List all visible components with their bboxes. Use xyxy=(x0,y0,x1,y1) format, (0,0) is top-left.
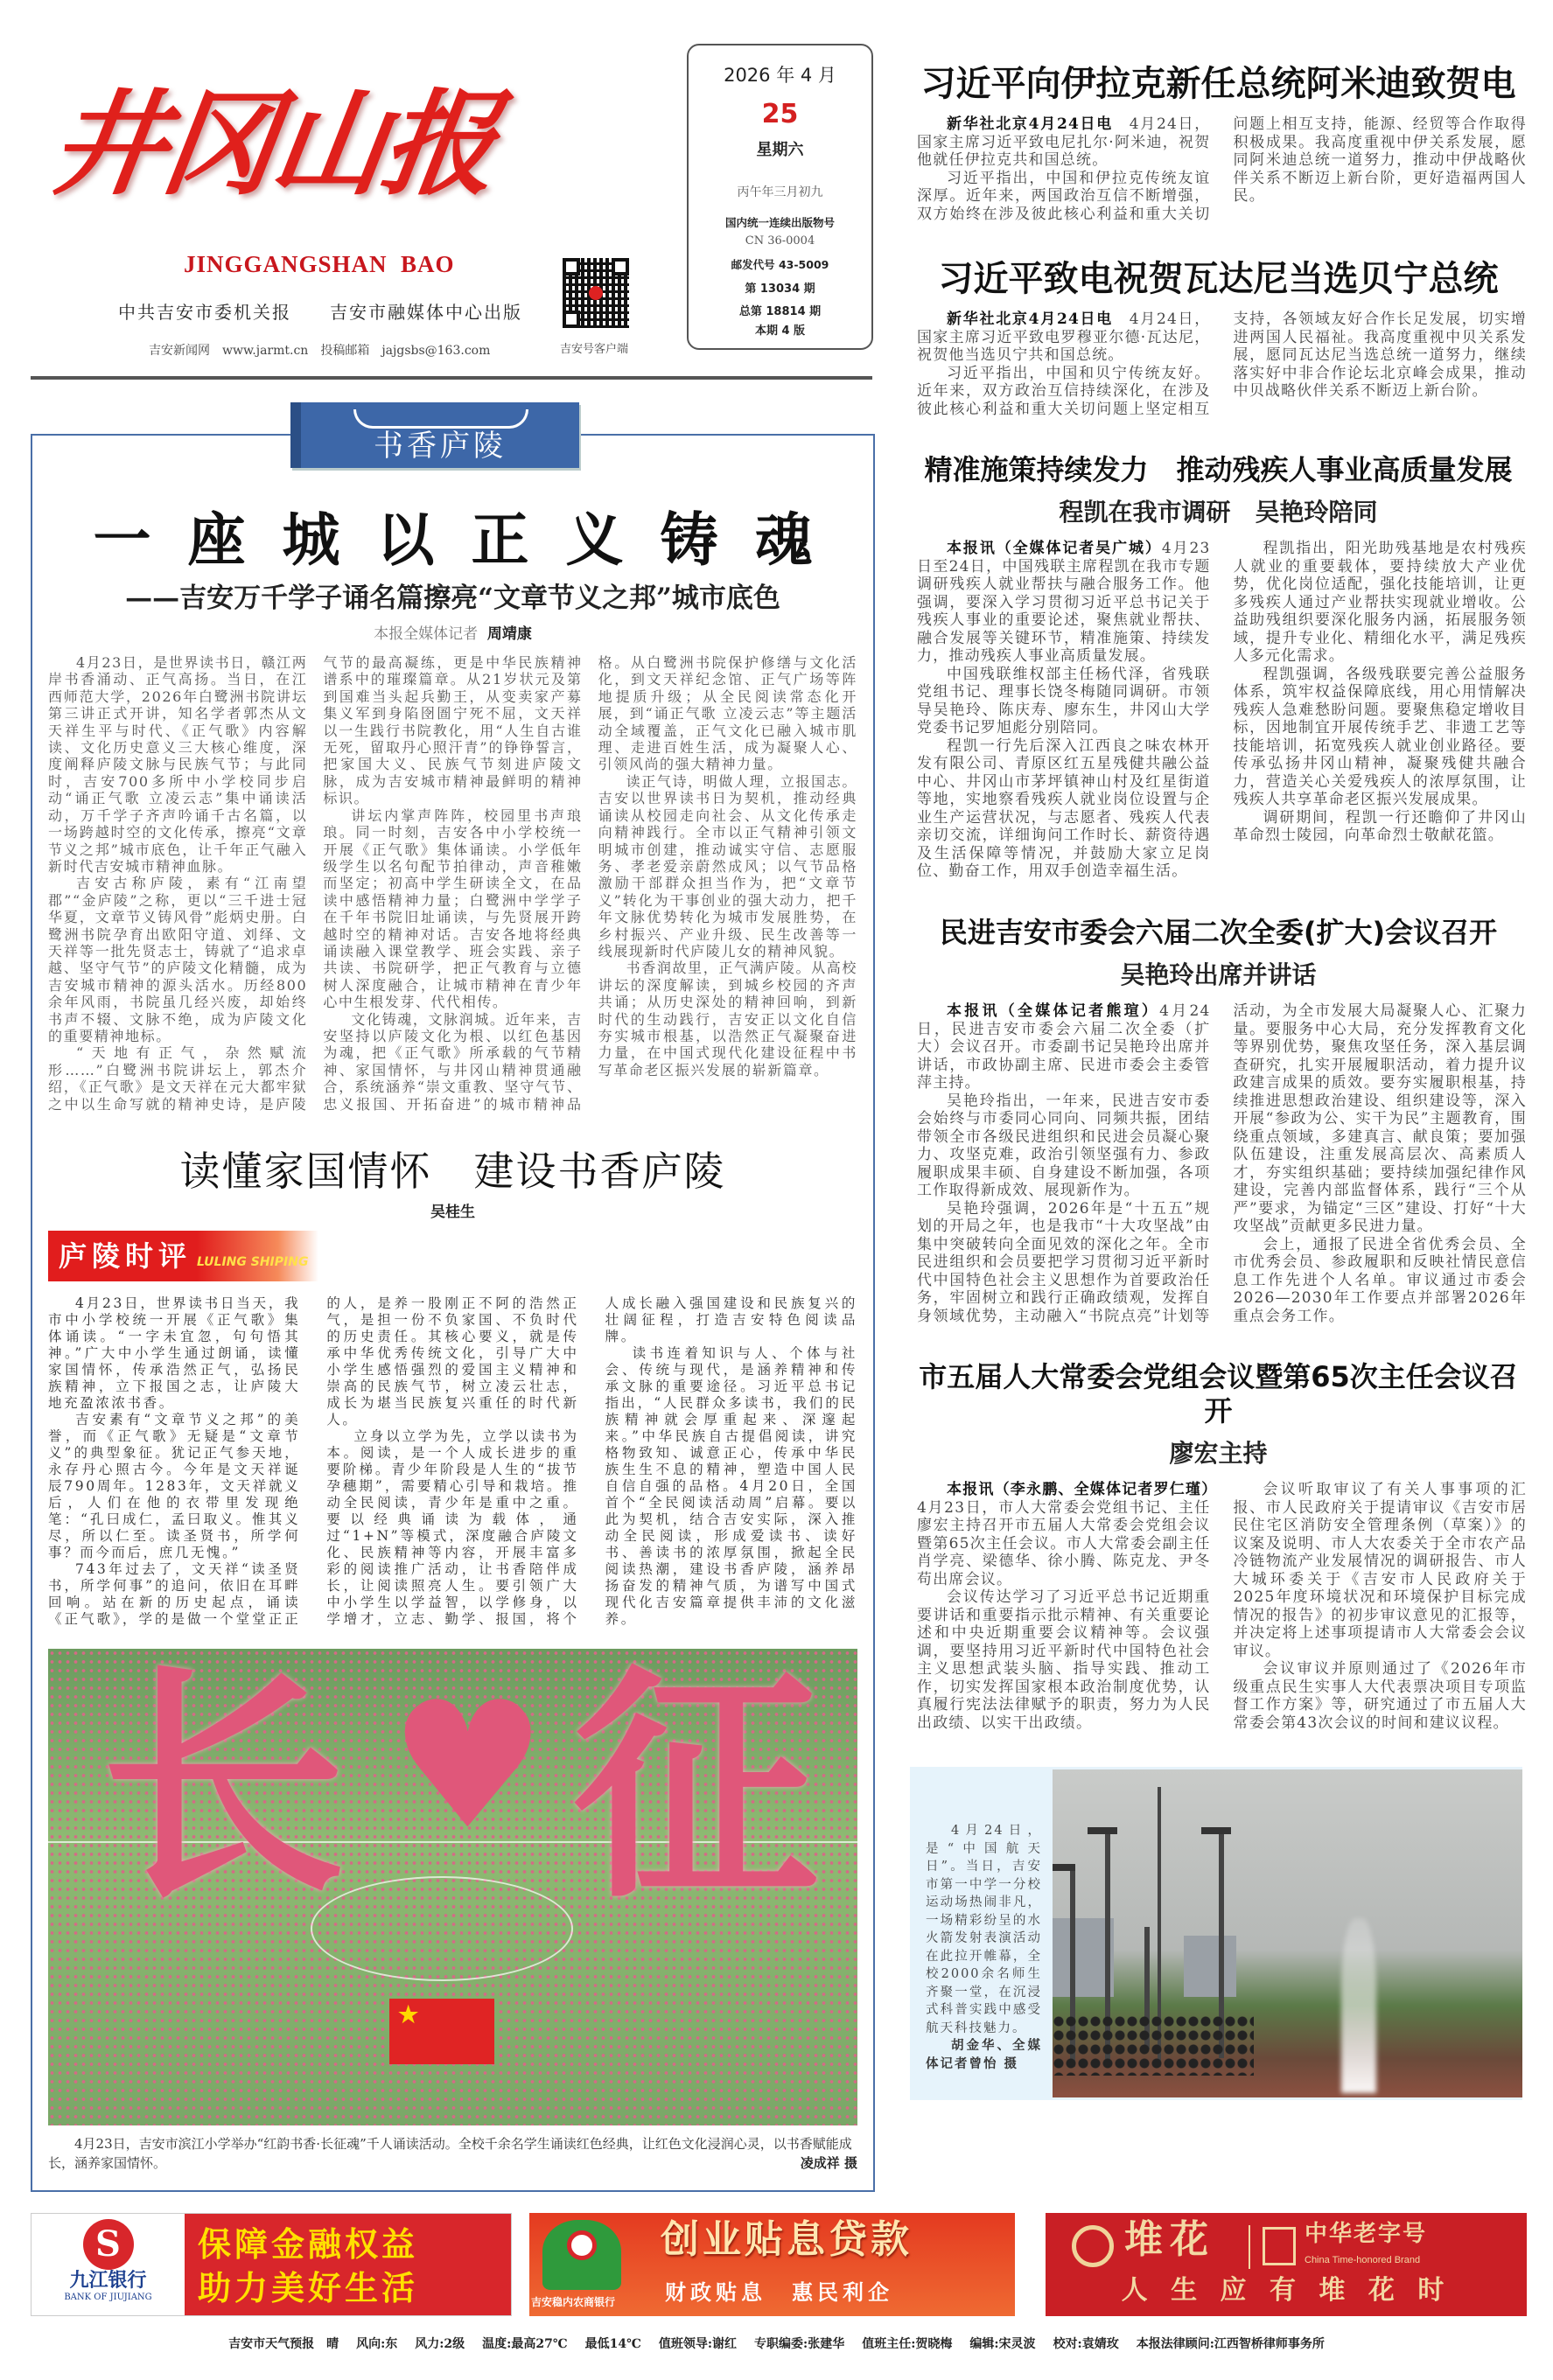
paragraph: 书香润故里，正气满庐陵。从高校讲坛的深度解读，到城乡校园的齐声共诵；从历史深处的精神回响，到新时代的生动践行，吉安正以文化自信夯实城市根基，以浩然正气凝聚奋进力量，在中国式现代化建设征程中书写革命老区振兴发展的崭新篇章。 xyxy=(598,960,857,1078)
paragraph xyxy=(917,540,1211,666)
duihua-logo-icon xyxy=(1072,2225,1114,2267)
article-disability xyxy=(910,453,1527,881)
ad-jiujiang-bank[interactable] xyxy=(31,2213,512,2316)
date-year-month: 2026 年 4 月 xyxy=(724,65,836,86)
paragraph: 吉安古称庐陵，素有“江南望郡”“金庐陵”之称，更以“三千进士冠华夏，文章节义铸风骨”彪炳史册。白鹭洲书院孕育出欧阳守道、刘绎、文天祥等一批先贤志士，铸就了“追求卓越、坚守气节”的庐陵文化精髓，成为吉安城市精神的源头活水。历经800余年风雨，书院虽几经兴废，却始终书声不辍、文脉不绝，成为庐陵文化的重要精神地标。 xyxy=(48,875,308,1044)
issue-number: 第 13034 期 xyxy=(745,283,815,296)
footer-item: 专职编委:张建华 xyxy=(754,2337,845,2352)
paragraph xyxy=(917,115,1211,170)
feature-headline[interactable]: 一座城以正义铸魂 xyxy=(93,506,850,574)
paragraph: 调研期间，程凯一行还瞻仰了井冈山革命烈士陵园，向革命烈士敬献花篮。 xyxy=(1233,808,1527,845)
article-iraq-body xyxy=(917,115,1527,223)
article-npc-body xyxy=(917,1481,1527,1732)
bank-name-en: BANK OF JIUJIANG xyxy=(64,2292,152,2302)
paragraph-text: 4月24日，民进吉安市委会六届二次全委（扩大）会议召开。市委副书记吴艳玲出席并讲话，市政协副主席、民进市委会主委管萍主持。 xyxy=(917,1002,1211,1092)
article-iraq xyxy=(910,63,1527,223)
article-npc xyxy=(910,1360,1527,1732)
paragraph: 读书连着知识与人、个体与社会、传统与现代，是涵养精神和传承文脉的重要途径。习近平总书记指出，“人民群众多读书，我们的民族精神就会厚重起来、深邃起来。”中华民族自古提倡阅读，讲究格物致知、诚意正心，传承中华民族生生不息的精神，塑造中国人民自信自强的品格。4月20日，全国首个“全民阅读活动周”启幕。要以此为契机，结合吉安实际，深入推动全民阅读，形成爱读书、读好书、善读书的浓厚氛围，掀起全民阅读热潮，建设书香庐陵，涵养昂扬奋发的精神气质，为谱写中国式现代化吉安篇章提供丰沛的文化滋养。 xyxy=(605,1345,857,1628)
lunar-date: 丙午年三月初九 xyxy=(737,185,823,199)
feature-body xyxy=(48,654,857,1113)
eave-icon xyxy=(353,409,528,429)
feature-subhead: ——吉安万千学子诵名篇擦亮“文章节义之邦”城市底色 xyxy=(125,583,780,615)
paragraph: 立身以立学为先，立学以读书为本。阅读，是一个人成长进步的重要阶梯。青少年阶段是人生的“拔节孕穗期”，需要精心引导和栽培。推动全民阅读，青少年是重中之重。要以经典诵读为载体，通过“1+N”等模式，深度融合庐陵文化、民族精神等内容，开展丰富多彩的阅读推广活动，让书香陪伴成长，让阅读照亮人生。要引领广大中小学生以学益智，以学修身，以学增才，立志、勤学、报国，将个人成长融入强国建设和民族复兴的壮阔征程，打造吉安特色阅读品牌。 xyxy=(326,1295,857,1628)
footer-item: 本报法律顾问:江西智桥律师事务所 xyxy=(1136,2337,1325,2352)
rocket-spray xyxy=(1341,1918,1376,2093)
paragraph: 中国残联维权部主任杨代泽，省残联党组书记、理事长饶冬梅随同调研。市领导吴艳玲、陈庆寿、廖东生，井冈山大学党委书记罗旭彪分别陪同。 xyxy=(917,665,1211,737)
bank-logo-icon: S xyxy=(83,2219,134,2270)
bank-logo xyxy=(31,2214,185,2315)
paragraph: 4月23日，世界读书日当天，我市中小学校统一开展《正气歌》集体诵读。“一字未宜忽，句句悟其神。”广大中小学生通过朗诵，读懂家国情怀，传承浩然正气，弘扬民族精神，立下报国之志，让庐陵大地充盈浓浓书香。 xyxy=(48,1295,301,1412)
footer-item: 值班领导:谢红 xyxy=(658,2337,738,2352)
duihua-tag: 中华老字号 xyxy=(1305,2221,1428,2248)
paragraph: 4月23日，是世界读书日，赣江两岸书香涌动、正气高扬。当日，在江西师范大学，2026年白鹭洲书院讲坛第三讲正式开讲，知名学者郭杰从文天祥生平与时代、《正气歌》内容解读、文化历史意义三大核心维度，深度阐释庐陵文脉与民族气节；与此同时，吉安700多所中小学校同步启动“诵正气歌 立凌云志”集中诵读活动，万千学子齐声吟诵千古名篇，以一场跨越时空的文化传承，擦亮“文章节义之邦”城市底色，让千年正气融入新时代吉安城市精神血脉。 xyxy=(48,654,308,875)
center-circle xyxy=(311,1876,573,1981)
footer-item: 最低14℃ xyxy=(584,2337,641,2352)
feature-byline xyxy=(48,625,857,644)
rocket-caption-text: 4月24日，是“中国航天日”。当日，吉安市第一中学一分校运动场热闹非凡，一场精彩纷呈的水火箭发射表演活动在此拉开帷幕，全校2000余名师生齐聚一堂，在沉浸式科普实践中感受航天科技魅力。 xyxy=(926,1824,1042,2035)
paragraph: 吴艳玲指出，一年来，民进吉安市委会始终与市委同心同向、同频共振，团结带领全市各级民进组织和民进会员凝心聚力、攻坚克难，政治引领坚强有力、参政履职成果丰硕、自身建设不断加强，各项工作取得新成效、展现新作为。 xyxy=(917,1092,1211,1200)
commentary-author: 吴桂生 xyxy=(430,1204,475,1222)
paragraph: 743年过去了，文天祥“读圣贤书，所学何事”的追问，依旧在耳畔回响。站在新的历史起点，诵读《正气歌》，学的是做一个堂堂正正的人，是养一股刚正不阿的浩然正气，是担一份不负家国、不负时代的历史责任。其核心要义，就是传承中华优秀传统文化，引导广大中小学生感悟强烈的爱国主义精神和崇高的民族气节，树立凌云壮志，成长为堪当民族复兴重任的时代新人。 xyxy=(48,1295,579,1628)
footer-credits xyxy=(33,2335,1521,2354)
dateline: 本报讯（全媒体记者熊瑄） xyxy=(947,1002,1160,1021)
ad-rural-line2: 财政贴息 惠民利企 xyxy=(665,2280,893,2306)
byline-name: 周靖康 xyxy=(486,625,532,643)
paragraph: 会议审议并原则通过了《2026年市级重点民生实事人大代表票决项目专项监督工作方案》等，研究通过了市五届人大常委会第43次会议的时间和建议议程。 xyxy=(1233,1660,1527,1732)
footer-item: 值班主任:贺晓梅 xyxy=(862,2337,953,2352)
column-banner xyxy=(48,1231,318,1281)
email-label: 投稿邮箱 xyxy=(320,344,370,358)
section-tab-label: 书香庐陵 xyxy=(374,429,507,464)
national-flag-icon: ★ xyxy=(389,1999,494,2064)
date-box xyxy=(687,44,873,350)
commentary-headline[interactable]: 读懂家国情怀 建设书香庐陵 xyxy=(179,1148,726,1195)
postal-code: 邮发代号 43-5009 xyxy=(731,258,829,271)
subhead-disability: 程凯在我市调研 吴艳玲陪同 xyxy=(1059,498,1378,527)
paragraph: 会议传达学习了习近平总书记近期重要讲话和重要指示批示精神、有关重要论述和中央近期重要会议精神等。会议强调，要坚持用习近平新时代中国特色社会主义思想武装头脑、指导实践、推动工作，切实发挥国家根本政治制度优势，认真履行宪法法律赋予的职责，努力为人民出政绩、以实干出政绩。 xyxy=(917,1588,1211,1732)
masthead-pinyin: JINGGANGSHAN BAO xyxy=(184,251,455,277)
paragraph: 吴艳玲强调，2026年是“十五五”规划的开局之年，也是我市“十大攻坚战”由集中突破转向全面见效的深化之年。全市民进组织和会员要把学习贯彻习近平新时代中国特色社会主义思想作为首要政治任务，牢固树立和践行正确政绩观，发挥自身领域优势，主动融入“书院点亮”计划等活动，为全市发展大局凝聚人心、汇聚力量。要服务中心大局，充分发挥教育文化等界别优势，聚焦攻坚任务，深入基层调查研究，扎实开展履职活动，着力提升议政建言成果的质效。要夯实履职根基，持续推进思想政治建设、组织建设等，深入开展“参政为公、实干为民”主题教育，围绕重点领域，多建真言、献良策；要加强队伍建设，注重发展高层次、高素质人才，夯实组织基础；要持续加强纪律作风建设，完善内部监督体系，践行“三个从严”要求，为锚定“三区”建设、打好“十大攻坚战”贡献更多民进力量。 xyxy=(917,1002,1527,1325)
photo-lettering-chang: 长 xyxy=(101,1649,346,1932)
cn-label: 国内统一连续出版物号 xyxy=(724,216,835,229)
footer-item: 编辑:宋灵波 xyxy=(969,2337,1036,2352)
paragraph: 读正气诗，明做人理，立报国志。吉安以世界读书日为契机，推动经典诵读从校园走向社会、从文化传承走向精神践行。全市以正气精神引领文明城市创建，推动诚实守信、志愿服务、孝老爱亲蔚然成风；以气节品格激励干部群众担当作为，把“文章节义”转化为干事创业的强大动力，把千年文脉优势转化为城市发展胜势，在乡村振兴、产业升级、民生改善等一线展现新时代庐陵儿女的精神风貌。 xyxy=(598,772,857,960)
paragraph: 程凯强调，各级残联要完善公益服务体系，筑牢权益保障底线，用心用情解决残疾人急难愁盼问题。要聚焦稳定增收目标，因地制宜开展传统手艺、非遗工艺等技能培训，拓宽残疾人就业创业路径。要传承弘扬井冈山精神，凝聚残健共融合力，营造关心关爱残疾人的浓厚氛围，让残疾人共享革命老区振兴发展成果。 xyxy=(1233,665,1527,809)
ad-rural-bank[interactable] xyxy=(529,2213,1015,2316)
rocket-caption-credit: 胡金华、全媒体记者曾怡 摄 xyxy=(926,2038,1042,2071)
total-issue: 总第 18814 期 xyxy=(738,305,822,318)
rural-bank-logo-icon xyxy=(542,2220,621,2290)
paragraph: 文化铸魂，文脉润城。近年来，吉安坚持以庐陵文化为根、以红色基因为魂，把《正气歌》所承载的气节精神、家国情怀，与井冈山精神贯通融合，系统涵养“崇文重教、坚守气节、忠义报国、开拓奋进”的城市精神品格。从白鹭洲书院保护修缮与文化活化，到文天祥纪念馆、正气广场等阵地提质升级；从全民阅读常态化开展，到“诵正气歌 立凌云志”等主题活动全域覆盖，正气文化已融入城市肌理、走进百姓生活，成为凝聚人心、引领风尚的强大精神力量。 xyxy=(323,654,857,1113)
date-weekday: 星期六 xyxy=(756,141,804,159)
paragraph-text: 4月23日，市人大常委会党组书记、主任廖宏主持召开市五届人大常委会党组会议暨第65次主任会议。市人大常委会副主任肖学亮、梁德华、徐小腾、陈克龙、尹冬苟出席会议。 xyxy=(917,1498,1211,1588)
qr-code-icon[interactable] xyxy=(563,258,629,328)
footer-item: 温度:最高27℃ xyxy=(482,2337,568,2352)
website-label: 吉安新闻网 xyxy=(149,344,210,358)
ad-line1: 保障金融权益 xyxy=(198,2225,419,2265)
ad-line2: 助力美好生活 xyxy=(198,2269,419,2308)
footer-item: 吉安市天气预报 晴 xyxy=(228,2337,339,2352)
byline-label: 本报全媒体记者 xyxy=(374,625,479,643)
dateline: 新华社北京4月24日电 xyxy=(947,311,1130,328)
duihua-brand: 堆花 xyxy=(1124,2217,1215,2263)
headline-iraq[interactable]: 习近平向伊拉克新任总统阿米迪致贺电 xyxy=(920,64,1516,104)
footer-item: 校对:袁婧玫 xyxy=(1053,2337,1119,2352)
masthead-divider xyxy=(31,376,872,380)
footer-item: 风向:东 xyxy=(356,2337,398,2352)
ad-rural-line1: 创业贴息贷款 xyxy=(661,2217,913,2263)
headline-npc[interactable]: 市五届人大常委会党组会议暨第65次主任会议召开 xyxy=(919,1360,1518,1427)
qr-label: 吉安号客户端 xyxy=(560,343,629,356)
paragraph: 讲坛内掌声阵阵，校园里书声琅琅。同一时刻，吉安各中小学校统一开展《正气歌》集体诵读。小学低年级学生以名句配节拍律动，声音稚嫩而坚定；初高中学生研读全文，在品读中感悟精神力量；白鹭洲中学学子在千年书院旧址诵读，与先贤展开跨越时空的精神对话。吉安各地将经典诵读融入课堂教学、班会实践、亲子共读、书院研学，把正气教育与立德树人深度融合，让城市精神在青少年心中生根发芽、代代相传。 xyxy=(323,806,583,1011)
paragraph-text: 4月24日，国家主席习近平致电罗穆亚尔德·瓦达尼，祝贺他当选贝宁共和国总统。 xyxy=(917,311,1211,364)
divider xyxy=(1249,2225,1250,2269)
rural-bank-name: 吉安稳内农商银行 xyxy=(531,2296,616,2309)
lamp xyxy=(1053,1864,1075,1871)
paragraph: 习近平指出，中国和贝宁传统友好。近年来，双方政治互信持续深化，在涉及彼此核心利益和重大关切问题上坚定相互支持，各领域友好合作长足发展，切实增进两国人民福祉。我高度重视中贝关系发展，愿同瓦达尼当选总统一道努力，继续落实好中非合作论坛北京峰会成果，推动中贝战略伙伴关系不断迈上新台阶。 xyxy=(917,311,1527,418)
crowd xyxy=(1053,2014,1254,2076)
masthead-organ: 中共吉安市委机关报 吉安市融媒体中心出版 xyxy=(118,302,522,323)
section-tab[interactable] xyxy=(290,402,579,468)
article-minjin xyxy=(910,916,1527,1325)
rocket-photo-panel xyxy=(910,1767,1522,2100)
dateline: 本报讯（李永鹏、全媒体记者罗仁瑾） xyxy=(947,1481,1218,1499)
headline-minjin[interactable]: 民进吉安市委会六届二次全委(扩大)会议召开 xyxy=(939,915,1498,949)
paragraph xyxy=(917,1481,1218,1588)
masthead xyxy=(31,0,875,385)
heart-formation-icon: ♥ xyxy=(389,1665,547,1869)
article-benin-body xyxy=(917,311,1527,418)
paragraph: 会议听取审议了有关人事事项的汇报、市人民政府关于提请审议《吉安市居民住宅区消防安全管理条例（草案）》的议案及说明、市人大农委关于全市农产品冷链物流产业发展情况的调研报告、市人大城环委关于《吉安市人民政府关于2025年度环境状况和环境保护目标完成情况的报告》的初步审议意见的汇报等，并决定将上述事项提请市人大常委会会议审议。 xyxy=(1233,1481,1527,1660)
article-minjin-body xyxy=(917,1002,1527,1325)
cn-number: CN 36-0004 xyxy=(745,234,815,248)
article-disability-body xyxy=(917,540,1527,881)
building xyxy=(1184,1936,1236,1997)
duihua-slogan: 人 生 应 有 堆 花 时 xyxy=(1121,2275,1452,2307)
subhead-minjin: 吴艳玲出席并讲话 xyxy=(1120,960,1317,990)
date-day: 25 xyxy=(761,99,799,129)
dateline: 本报讯（全媒体记者吴广城） xyxy=(947,540,1162,558)
headline-benin[interactable]: 习近平致电祝贺瓦达尼当选贝宁总统 xyxy=(938,259,1499,299)
footer-item: 风力:2级 xyxy=(415,2337,465,2352)
column-name: 庐陵时评 xyxy=(59,1239,192,1274)
formation-photo-caption xyxy=(48,2134,857,2173)
column-pinyin: LULING SHIPING xyxy=(197,1255,309,1270)
newspaper-logo: 井冈山报 xyxy=(43,78,503,211)
page-count: 本期 4 版 xyxy=(754,325,806,338)
lamp xyxy=(1201,1827,1231,1834)
website-link[interactable]: www.jarmt.cn xyxy=(222,344,309,358)
feature-frame xyxy=(31,429,875,2192)
formation-caption-text: 4月23日，吉安市滨江小学举办“红韵书香·长征魂”千人诵读活动。全校千余名学生诵读红色经典，让红色文化浸润心灵，以书香赋能成长，涵养家国情怀。 xyxy=(48,2136,852,2172)
paragraph: 习近平指出，中国和伊拉克传统友谊深厚。近年来，两国政治互信不断增强，双方始终在涉及彼此核心利益和重大关切问题上相互支持，能源、经贸等合作取得积极成果。我高度重视中伊关系发展，愿同阿米迪总统一道努力，推动中伊战略伙伴关系不断迈上新台阶，更好造福两国人民。 xyxy=(917,115,1527,223)
commentary-body xyxy=(48,1295,857,1628)
paragraph: 吉安素有“文章节义之邦”的美誉，而《正气歌》无疑是“文章节义”的典型象征。犹记正气参天地，永存丹心照古今。今年是文天祥诞辰790周年。1283年，文天祥就义后，人们在他的衣带里发现绝笔：“孔曰成仁，孟曰取义。惟其义尽，所以仁至。读圣贤书，所学何事？而今而后，庶几无愧。” xyxy=(48,1412,301,1561)
email-link[interactable]: jajgsbs@163.com xyxy=(381,344,491,358)
paragraph-text: 4月23日至24日，中国残联主席程凯在我市专题调研残疾人就业帮扶与融合服务工作。他强调，要深入学习贯彻习近平总书记关于残疾人事业的重要论述，聚焦就业帮扶、融合发展等关键环节，精准施策、持续发力，推动残疾人事业高质量发展。 xyxy=(917,540,1211,666)
bank-name: 九江银行 xyxy=(69,2270,147,2293)
paragraph: 程凯指出，阳光助残基地是农村残疾人就业的重要载体，要持续放大产业优势，优化岗位适配，强化技能培训，让更多残疾人通过产业帮扶实现就业增收。公益助残组织要深化服务内涵，拓展服务领域，提升专业化、精细化水平，满足残疾人多元化需求。 xyxy=(1233,540,1527,666)
water-rocket-photo[interactable] xyxy=(1053,1769,1522,2097)
time-honored-icon xyxy=(1263,2227,1296,2265)
paragraph: 会上，通报了民进全省优秀会员、全市优秀会员、参政履职和反映社情民意信息工作先进个人名单。审议通过市委会2026—2030年工作要点并部署2026年重点会务工作。 xyxy=(1233,1235,1527,1325)
paragraph: “天地有正气，杂然赋流形……”白鹭洲书院讲坛上，郭杰介绍，《正气歌》是文天祥在元大都牢狱之中以生命写就的精神史诗，是庐陵气节的最高凝练，更是中华民族精神谱系中的璀璨篇章。从21岁状元及第到国难当头起兵勤王，从变卖家产募集义军到身陷囹圄宁死不屈，文天祥以一生践行书院教化，用“人生自古谁无死，留取丹心照汗青”的铮铮誓言，把家国大义、民族气节刻进庐陵文脉，成为吉安城市精神最鲜明的精神标识。 xyxy=(48,654,583,1113)
left-column xyxy=(31,0,875,2192)
right-column xyxy=(910,0,1527,2100)
article-benin xyxy=(910,258,1527,418)
paragraph xyxy=(917,311,1211,365)
ad-jiujiang-slogan xyxy=(198,2223,418,2310)
paragraph: 程凯一行先后深入江西良之味农林开发有限公司、青原区红五星残健共融公益中心、井冈山市茅坪镇神山村及红星街道等地，实地察看残疾人就业岗位设置与企业生产运营状况，与志愿者、残疾人代表亲切交流，详细询问工作时长、薪资待遇及生活保障等情况，并鼓励大家立足岗位、勤奋工作，用双手创造幸福生活。 xyxy=(917,736,1211,881)
formation-caption-credit: 凌成祥 摄 xyxy=(800,2155,857,2172)
photo-lettering-zheng: 征 xyxy=(573,1649,818,1932)
lamp xyxy=(1088,1827,1117,1834)
paragraph-text: 4月24日，国家主席习近平致电尼扎尔·阿米迪，祝贺他就任伊拉克共和国总统。 xyxy=(917,115,1211,169)
dateline: 新华社北京4月24日电 xyxy=(947,115,1130,133)
ad-strip xyxy=(0,2213,1553,2316)
masthead-contact xyxy=(149,344,502,359)
formation-photo[interactable] xyxy=(48,1649,857,2125)
paragraph xyxy=(917,1002,1211,1092)
subhead-npc: 廖宏主持 xyxy=(1169,1439,1268,1469)
ad-duihua[interactable] xyxy=(1046,2213,1527,2316)
rocket-photo-caption xyxy=(913,1769,1053,2097)
headline-disability[interactable]: 精准施策持续发力 推动残疾人事业高质量发展 xyxy=(924,453,1513,486)
duihua-tag-en: China Time-honored Brand xyxy=(1305,2255,1421,2266)
